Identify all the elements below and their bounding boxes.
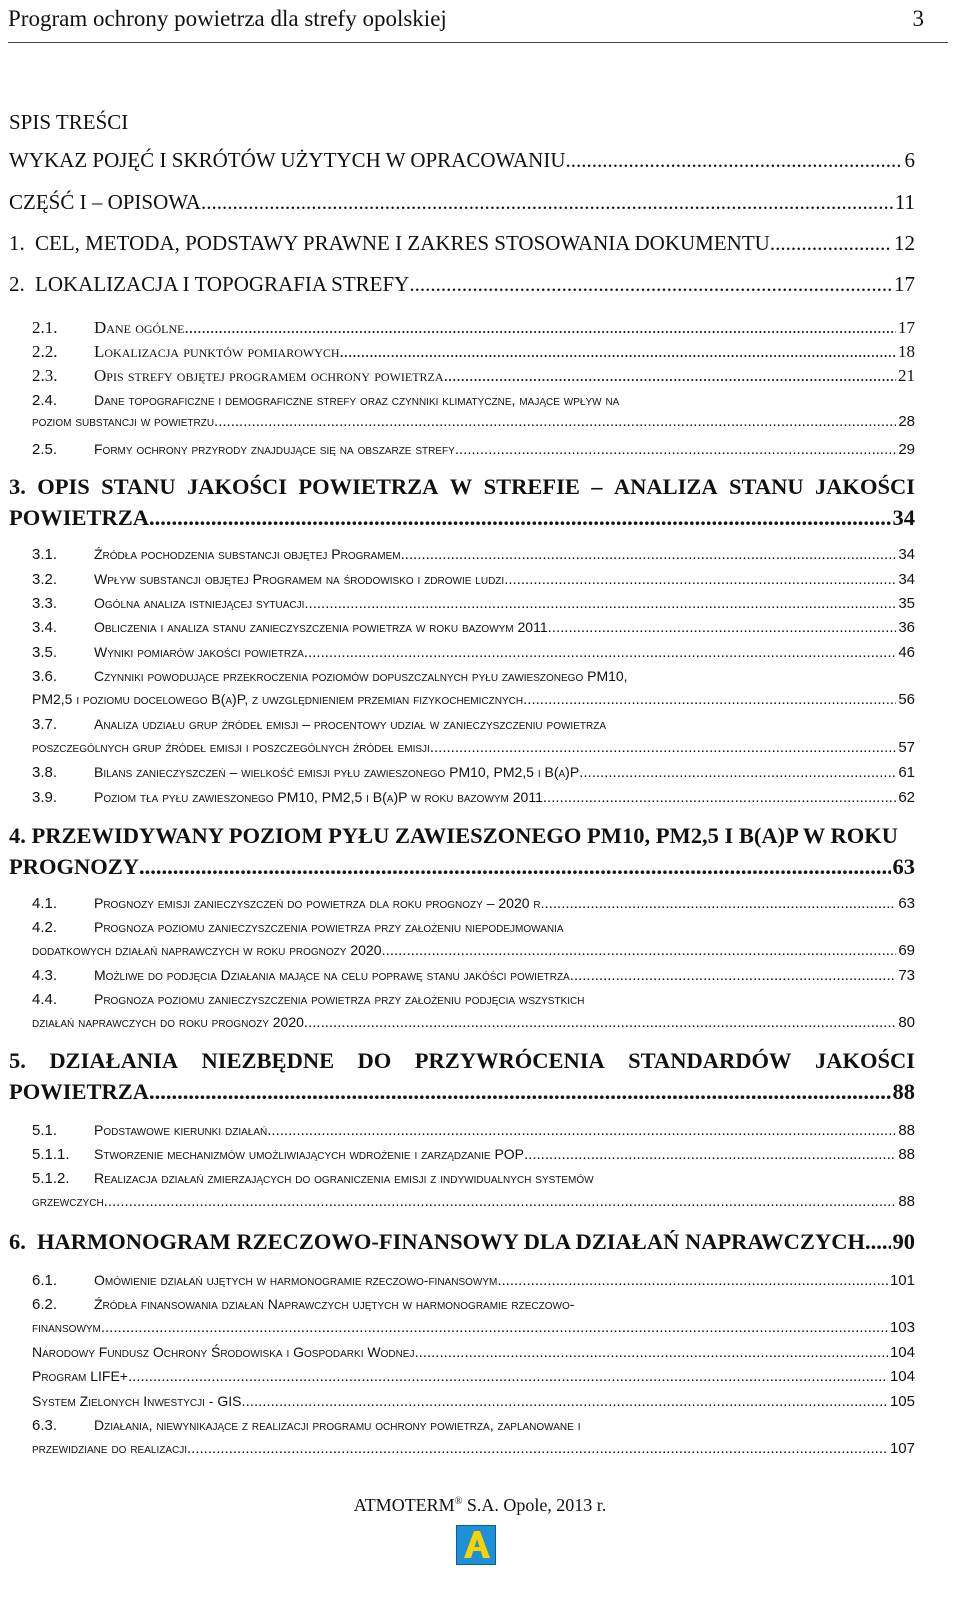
toc-entry-text: Narodowy Fundusz Ochrony Środowiska i Gospodarki Wodnej	[32, 1344, 415, 1360]
dot-leader	[523, 692, 896, 707]
dot-leader	[548, 620, 897, 635]
dot-leader	[504, 572, 896, 587]
footer-company: ATMOTERM	[353, 1495, 455, 1515]
toc-entry-number: 2.2.	[32, 342, 58, 361]
dot-leader	[128, 1369, 888, 1384]
toc-entry-page: 11	[894, 190, 915, 214]
toc-entry-number: 6.2.	[32, 1296, 58, 1313]
toc-entry-number: 2.3.	[32, 366, 58, 385]
heading-word: 5.	[9, 1048, 26, 1073]
toc-entry[interactable]	[32, 717, 915, 755]
toc-entry-page: 88	[898, 1122, 915, 1139]
toc-entry[interactable]	[32, 620, 915, 635]
toc-entry-text: Podstawowe kierunki działań	[94, 1122, 268, 1138]
heading-word: STREFIE	[483, 474, 580, 499]
toc-entry-page: 104	[889, 1368, 915, 1385]
dot-leader	[566, 150, 903, 171]
toc-title: SPIS TREŚCI	[9, 110, 129, 134]
heading-word: DZIAŁANIA	[49, 1048, 179, 1073]
dot-leader	[104, 1194, 897, 1209]
toc-entry-text: Wyniki pomiarów jakości powietrza	[94, 644, 304, 660]
dot-leader	[149, 1081, 890, 1104]
dot-leader	[497, 1273, 888, 1288]
toc-entry[interactable]	[32, 572, 915, 587]
toc-entry-number: 3.5.	[32, 644, 58, 661]
toc-entry-text: CZĘŚĆ I – OPISOWA	[9, 190, 201, 214]
toc-entry-page: 36	[898, 619, 915, 636]
toc-entry-text: LOKALIZACJA I TOPOGRAFIA STREFY	[35, 272, 410, 296]
toc-entry-page: 29	[898, 441, 915, 458]
toc-entry[interactable]	[32, 367, 915, 384]
toc-entry[interactable]	[32, 645, 915, 660]
toc-entry-text: Możliwe do podjęcia Działania mające na celu poprawę stanu jakóści powietrza	[94, 967, 570, 983]
toc-entry-text-cont: przewidziane do realizacji	[32, 1440, 188, 1456]
toc-entry-text: Omówienie działań ujętych w harmonogramie rzeczowo-finansowym	[94, 1272, 498, 1288]
dot-leader	[545, 896, 897, 911]
toc-entry-page: 73	[898, 967, 915, 984]
toc-entry[interactable]	[32, 896, 915, 911]
heading-word: W	[449, 474, 473, 499]
dot-leader	[430, 740, 896, 755]
toc-entry-text: Poziom tła pyłu zawieszonego PM10, PM2,5 i B(a)P w roku bazowym 2011	[94, 789, 543, 805]
heading-word: 3.	[9, 474, 26, 499]
toc-entry[interactable]	[9, 150, 915, 171]
toc-entry[interactable]	[32, 920, 915, 958]
toc-entry-page: 62	[898, 789, 915, 806]
toc-entry-page: 63	[898, 895, 915, 912]
toc-entry[interactable]	[9, 233, 915, 254]
toc-entry-text-cont: grzewczych	[32, 1193, 104, 1209]
toc-entry-text: Lokalizacja punktów pomiarowych	[94, 342, 340, 361]
toc-entry-text: Obliczenia i analiza stanu zanieczyszczenia powietrza w roku bazowym 2011	[94, 619, 548, 635]
toc-entry-number: 5.1.2.	[32, 1170, 70, 1187]
toc-entry[interactable]	[32, 442, 915, 457]
toc-entry-page: 90	[892, 1229, 915, 1254]
toc-entry-text: HARMONOGRAM RZECZOWO-FINANSOWY DLA DZIAŁAŃ NAPRAWCZYCH	[37, 1229, 865, 1254]
toc-entry[interactable]	[32, 1297, 915, 1335]
dot-leader	[409, 274, 892, 295]
registered-mark: ®	[454, 1496, 463, 1507]
toc-entry-page: 69	[898, 942, 915, 959]
dot-leader	[524, 1147, 896, 1162]
toc-entry[interactable]	[32, 1147, 915, 1162]
page-header	[8, 2, 948, 43]
dot-leader	[770, 233, 892, 254]
dot-leader	[185, 319, 896, 336]
toc-entry[interactable]	[32, 669, 915, 707]
toc-entry-page: 61	[898, 764, 915, 781]
dot-leader	[149, 507, 890, 530]
toc-entry-page: 34	[898, 546, 915, 563]
atmoterm-logo-icon	[456, 1525, 496, 1565]
toc-entry[interactable]	[9, 476, 915, 529]
toc-entry-text: Prognoza poziomu zanieczyszczenia powietrza przy założeniu podjęcia wszystkich	[94, 991, 585, 1007]
dot-leader	[201, 192, 893, 213]
toc-entry[interactable]	[32, 393, 915, 429]
heading-word: PRZYWRÓCENIA	[414, 1048, 605, 1073]
toc-entry-text: Prognozy emisji zanieczyszczeń do powietrza dla roku prognozy – 2020 r.	[94, 895, 545, 911]
toc-entry-text-cont: POWIETRZA	[9, 1078, 150, 1104]
toc-entry-number: 6.	[9, 1229, 26, 1254]
toc-entry-number: 6.1.	[32, 1272, 58, 1289]
toc-entry-page: 6	[904, 148, 915, 172]
header-page-number: 3	[912, 6, 924, 31]
toc-entry-number: 4.1.	[32, 895, 58, 912]
toc-entry-page: 88	[898, 1146, 915, 1163]
toc-entry-page: 105	[889, 1393, 915, 1410]
page-footer	[0, 1495, 960, 1516]
heading-word: STANU	[728, 474, 804, 499]
toc-entry-text-cont: PM2,5 i poziomu docelowego B(a)P, z uwzględnieniem przemian fizykochemicznych	[32, 691, 524, 707]
toc-entry-number: 1.	[9, 231, 25, 255]
toc-entry[interactable]	[32, 1345, 915, 1360]
toc-entry-page: 80	[898, 1014, 915, 1031]
dot-leader	[455, 442, 896, 457]
toc-entry[interactable]	[32, 596, 915, 611]
heading-word: POWIETRZA	[298, 474, 439, 499]
toc-entry[interactable]	[32, 1171, 915, 1209]
toc-entry-number: 3.3.	[32, 595, 58, 612]
dot-leader	[267, 1123, 896, 1138]
toc-entry[interactable]	[32, 790, 915, 805]
toc-entry-page: 56	[898, 691, 915, 708]
toc-entry[interactable]	[32, 547, 915, 562]
dot-leader	[382, 943, 897, 958]
footer-rest: S.A. Opole, 2013 r.	[462, 1495, 607, 1515]
toc-entry-page: 18	[898, 342, 915, 361]
toc-entry[interactable]	[9, 825, 915, 878]
toc-entry-number: 2.1.	[32, 318, 58, 337]
toc-entry-page: 101	[889, 1272, 915, 1289]
toc-entry-text: Prognoza poziomu zanieczyszczenia powietrza przy założeniu niepodejmowania	[94, 919, 564, 935]
toc-entry-page: 63	[892, 853, 915, 879]
toc-entry-text: Realizacja działań zmierzających do ograniczenia emisji z indywidualnych systemów	[94, 1170, 594, 1186]
toc-entry-text: Źródła finansowania działań Naprawczych ujętych w harmonogramie rzeczowo-	[94, 1296, 575, 1312]
toc-entry-number: 2.4.	[32, 392, 58, 409]
toc-entry[interactable]	[32, 1418, 915, 1456]
toc-entry[interactable]	[32, 319, 915, 336]
toc-entry[interactable]	[9, 192, 915, 213]
dot-leader	[865, 1231, 891, 1254]
toc-entry-number: 5.1.	[32, 1122, 58, 1139]
toc-entry-number: 2.5.	[32, 441, 58, 458]
toc-entry-text: Źródła pochodzenia substancji objętej Programem	[94, 546, 401, 562]
toc-entry-number: 3.9.	[32, 789, 58, 806]
toc-entry[interactable]	[9, 1231, 915, 1254]
dot-leader	[414, 1345, 888, 1360]
toc-entry[interactable]	[9, 1050, 915, 1103]
dot-leader	[570, 968, 897, 983]
toc-entry-text: Formy ochrony przyrody znajdujące się na obszarze strefy	[94, 441, 455, 457]
toc-entry-number: 3.7.	[32, 716, 58, 733]
toc-entry-page: 34	[898, 571, 915, 588]
toc-entry-text-cont: działań naprawczych do roku prognozy 2020	[32, 1014, 304, 1030]
dot-leader	[187, 1441, 888, 1456]
dot-leader	[340, 343, 896, 360]
toc-entry-text: Stworzenie mechanizmów umożliwiających wdrożenie i zarządzanie POP	[94, 1146, 525, 1162]
toc-entry-text-cont: poziom substancji w powietrzu	[32, 413, 215, 429]
heading-word: JAKOŚCI	[814, 1048, 915, 1073]
dot-leader	[444, 367, 896, 384]
heading-word: STANDARDÓW	[628, 1048, 792, 1073]
toc-entry-number: 6.3.	[32, 1417, 58, 1434]
toc-entry-page: 28	[898, 413, 915, 430]
toc-entry-page: 88	[892, 1078, 915, 1104]
dot-leader	[101, 1320, 888, 1335]
dot-leader	[401, 547, 897, 562]
dot-leader	[139, 856, 890, 879]
toc-entry[interactable]	[32, 765, 915, 780]
toc-entry-page: 21	[898, 366, 915, 385]
toc-entry-page: 35	[898, 595, 915, 612]
toc-entry[interactable]	[32, 1273, 915, 1288]
toc-entry-page: 103	[889, 1319, 915, 1336]
toc-entry-text: Program LIFE+	[32, 1368, 128, 1384]
dot-leader	[543, 790, 896, 805]
header-title: Program ochrony powietrza dla strefy opolskiej	[8, 6, 447, 31]
heading-word: DO	[357, 1048, 392, 1073]
toc-entry-page: 88	[898, 1193, 915, 1210]
toc-entry-page: 34	[892, 504, 915, 530]
dot-leader	[241, 1394, 888, 1409]
toc-entry-number: 3.6.	[32, 668, 58, 685]
toc-entry-text-cont: poszczególnych grup źródeł emisji i poszczególnych źródeł emisji	[32, 739, 430, 755]
toc-entry-text: Opis strefy objętej programem ochrony powietrza	[94, 366, 444, 385]
heading-word: STANU	[101, 474, 176, 499]
toc-entry-text: System Zielonych Inwestycji - GIS	[32, 1393, 242, 1409]
dot-leader	[304, 1015, 896, 1030]
toc-entry-page: 104	[889, 1344, 915, 1361]
toc-entry-number: 4.2.	[32, 919, 58, 936]
heading-word: NIEZBĘDNE	[201, 1048, 335, 1073]
toc-entry[interactable]	[32, 1394, 915, 1409]
toc-entry-text: Ogólna analiza istniejącej sytuacji	[94, 595, 305, 611]
toc-entry-number: 3.8.	[32, 764, 58, 781]
toc-entry-page: 17	[894, 272, 915, 296]
toc-entry-page: 107	[889, 1440, 915, 1457]
dot-leader	[304, 645, 896, 660]
toc-entry-page: 57	[898, 739, 915, 756]
heading-word: ANALIZA	[613, 474, 718, 499]
toc-entry[interactable]	[32, 1369, 915, 1384]
toc-entry-page: 17	[898, 318, 915, 337]
toc-entry-number: 3.2.	[32, 571, 58, 588]
toc-entry[interactable]	[9, 274, 915, 295]
toc-entry-number: 4.4.	[32, 991, 58, 1008]
heading-word: JAKOŚCI	[187, 474, 288, 499]
toc-entry-text: CEL, METODA, PODSTAWY PRAWNE I ZAKRES STOSOWANIA DOKUMENTU	[35, 231, 770, 255]
toc-entry-text: Bilans zanieczyszczeń – wielkość emisji pyłu zawieszonego PM10, PM2,5 i B(a)P	[94, 764, 580, 780]
toc-entry-number: 2.	[9, 272, 25, 296]
toc-entry-number: 4.3.	[32, 967, 58, 984]
toc-entry[interactable]	[32, 343, 915, 360]
toc-entry[interactable]	[32, 968, 915, 983]
toc-entry-page: 46	[898, 644, 915, 661]
toc-entry-text: Wpływ substancji objętej Programem na środowisko i zdrowie ludzi	[94, 571, 505, 587]
heading-word: JAKOŚCI	[814, 474, 915, 499]
toc-entry-number: 3.1.	[32, 546, 58, 563]
toc-entry-number: 5.1.1.	[32, 1146, 70, 1163]
toc-entry[interactable]	[32, 1123, 915, 1138]
toc-entry-text	[9, 476, 915, 499]
toc-entry-text: 4. PRZEWIDYWANY POZIOM PYŁU ZAWIESZONEGO PM10, PM2,5 I B(A)P W ROKU	[9, 823, 899, 848]
heading-word: –	[591, 474, 603, 499]
toc-entry-text-cont: PROGNOZY	[9, 853, 140, 879]
toc-entry-page: 12	[894, 231, 915, 255]
heading-word: OPIS	[37, 474, 90, 499]
toc-entry-text-cont: finansowym	[32, 1319, 101, 1335]
toc-entry-text: Analiza udziału grup źródeł emisji – procentowy udział w zanieczyszczeniu powietrza	[94, 716, 606, 732]
toc-entry-text	[9, 1050, 915, 1073]
toc-entry-text: Dane topograficzne i demograficzne strefy oraz czynniki klimatyczne, mające wpływ na	[94, 392, 620, 408]
dot-leader	[579, 765, 896, 780]
toc-entry-text-cont: dodatkowych działań naprawczych w roku prognozy 2020	[32, 942, 382, 958]
toc-entry-text: Czynniki powodujące przekroczenia poziomów dopuszczalnych pyłu zawieszonego PM10,	[94, 668, 628, 684]
toc-entry-number: 3.4.	[32, 619, 58, 636]
toc-entry-text: Dane ogólne	[94, 318, 185, 337]
dot-leader	[304, 596, 896, 611]
toc-entry-text-cont: POWIETRZA	[9, 504, 150, 530]
toc-entry-text: Działania, niewynikające z realizacji programu ochrony powietrza, zaplanowane i	[94, 1417, 581, 1433]
toc-entry[interactable]	[32, 992, 915, 1030]
dot-leader	[214, 414, 896, 429]
toc-entry-text: WYKAZ POJĘĆ I SKRÓTÓW UŻYTYCH W OPRACOWANIU	[9, 148, 566, 172]
